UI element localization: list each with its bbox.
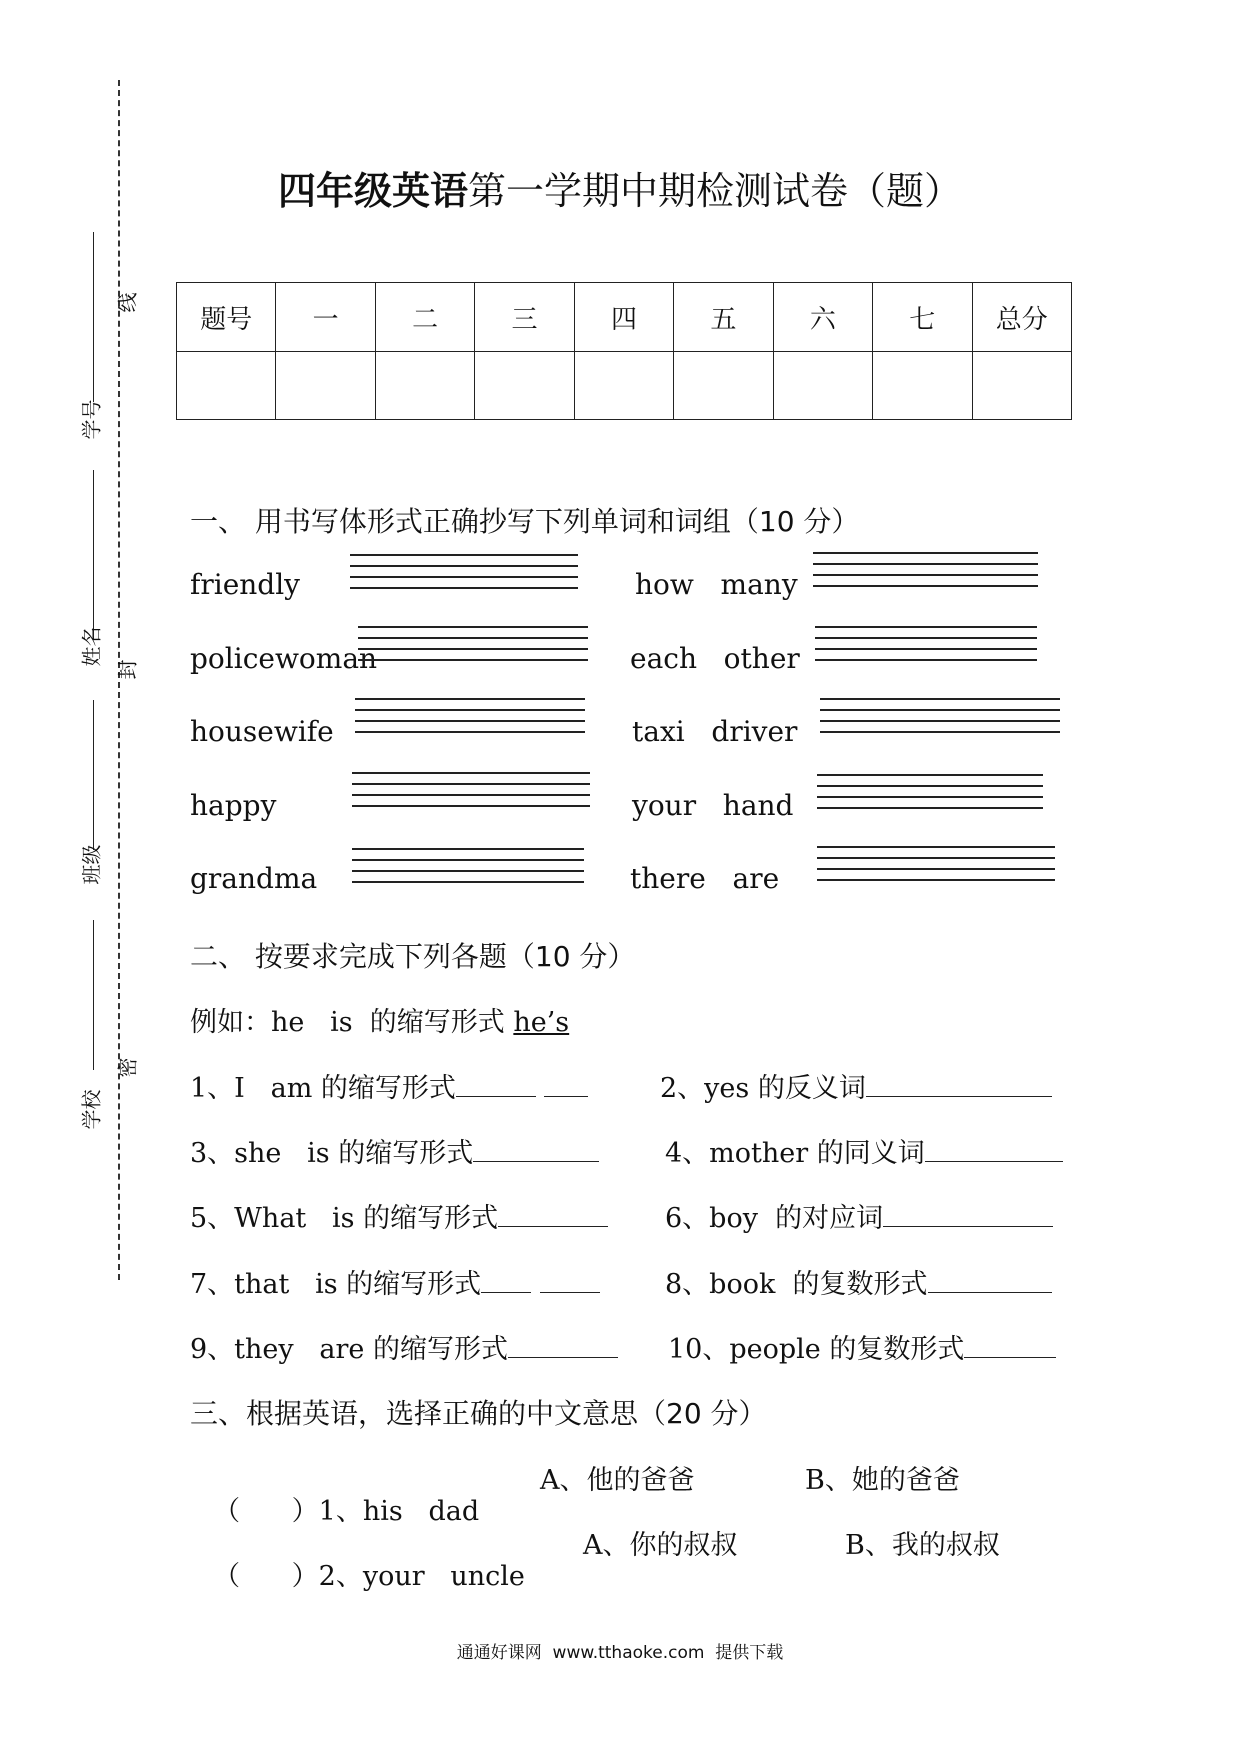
question-item [190,1262,600,1301]
copy-phrase: your hand [632,789,794,822]
question-text: 7、that is 的缩写形式 [190,1269,482,1300]
copy-phrase: how many [635,568,798,601]
seal-mark-line: 线 [115,292,140,313]
class-label: 班级 [79,844,104,885]
choice-option-a[interactable]: A、你的叔叔 [583,1530,738,1561]
question-text: 8、book 的复数形式 [665,1269,928,1300]
copy-phrase: there are [630,862,780,895]
writing-lines[interactable] [355,698,585,740]
score-cell[interactable] [773,352,872,420]
score-table-score-row [177,352,1072,420]
copy-phrase: each other [630,642,800,675]
answer-blank[interactable] [473,1137,599,1162]
writing-lines[interactable] [352,772,590,814]
score-header: 七 [873,283,972,352]
answer-blank[interactable] [866,1072,1052,1097]
score-header: 题号 [177,283,276,352]
score-cell[interactable] [574,352,673,420]
student-no-label: 学号 [79,399,104,440]
seal-mark-seal: 封 [115,659,140,680]
section2-heading: 二、 按要求完成下列各题（10 分） [190,940,636,973]
score-table-header-row [177,283,1072,352]
choice-question: 2、your uncle [318,1561,525,1592]
answer-blank[interactable] [964,1333,1056,1358]
question-item [668,1327,1056,1366]
section1-heading: 一、 用书写体形式正确抄写下列单词和词组（10 分） [190,505,860,538]
choice-option-b[interactable]: B、我的叔叔 [845,1530,1000,1561]
score-cell[interactable] [475,352,574,420]
score-cell[interactable] [873,352,972,420]
writing-lines[interactable] [352,848,584,890]
question-text: 1、I am 的缩写形式 [190,1073,456,1104]
section3-heading: 三、根据英语，选择正确的中文意思（20 分） [190,1397,767,1430]
choice-item [196,1523,525,1593]
choice-paren[interactable]: （ ） [213,1496,319,1527]
copy-phrase: taxi driver [632,715,798,748]
question-item [665,1196,1053,1235]
question-text: 10、people 的复数形式 [668,1334,965,1365]
question-item [190,1066,588,1105]
choice-option-b[interactable]: B、她的爸爸 [805,1465,960,1496]
answer-blank[interactable] [928,1268,1052,1293]
score-cell[interactable] [276,352,375,420]
answer-blank[interactable] [481,1268,531,1293]
answer-blank[interactable] [498,1202,608,1227]
writing-lines[interactable] [350,554,578,596]
name-line [93,470,94,640]
score-header: 总分 [972,283,1072,352]
copy-word: happy [190,789,277,822]
copy-word: housewife [190,715,334,748]
score-header: 五 [674,283,773,352]
choice-paren[interactable]: （ ） [213,1561,319,1592]
copy-word: policewoman [190,642,378,675]
seal-mark-secret: 密 [115,1057,140,1078]
school-line [93,920,94,1070]
score-header: 二 [375,283,474,352]
question-item [190,1131,599,1170]
question-item [665,1131,1063,1170]
question-text: 4、mother 的同义词 [665,1138,925,1169]
answer-blank[interactable] [925,1137,1063,1162]
question-text: 9、they are 的缩写形式 [190,1334,508,1365]
writing-lines[interactable] [817,774,1043,816]
writing-lines[interactable] [820,698,1060,740]
writing-lines[interactable] [813,552,1038,594]
example-line [190,1000,569,1039]
score-header: 六 [773,283,872,352]
title-bold: 四年级英语 [277,168,468,213]
question-text: 3、she is 的缩写形式 [190,1138,474,1169]
question-item [665,1262,1052,1301]
answer-blank[interactable] [456,1072,536,1097]
score-cell[interactable] [375,352,474,420]
score-cell[interactable] [972,352,1072,420]
score-cell[interactable] [177,352,276,420]
page-title [0,160,1240,215]
title-rest: 第一学期中期检测试卷（题） [468,169,963,213]
copy-word: friendly [190,568,301,601]
score-header: 三 [475,283,574,352]
answer-blank[interactable] [540,1268,600,1293]
score-table [176,282,1072,420]
score-cell[interactable] [674,352,773,420]
example-prefix: 例如：he is 的缩写形式 [190,1007,514,1038]
question-text: 2、yes 的反义词 [660,1073,866,1104]
question-text: 5、What is 的缩写形式 [190,1203,499,1234]
student-no-line [93,232,94,402]
example-answer: he’s [513,1007,570,1038]
choice-item [196,1458,479,1528]
writing-lines[interactable] [815,626,1037,668]
class-line [93,700,94,850]
choice-option-a[interactable]: A、他的爸爸 [540,1465,695,1496]
question-item [190,1327,618,1366]
choice-question: 1、his dad [318,1496,480,1527]
copy-word: grandma [190,862,318,895]
writing-lines[interactable] [817,846,1055,888]
writing-lines[interactable] [358,626,588,668]
footer-credit: 通通好课网 www.tthaoke.com 提供下载 [456,1643,784,1663]
answer-blank[interactable] [508,1333,618,1358]
answer-blank[interactable] [544,1072,588,1097]
score-header: 四 [574,283,673,352]
question-item [190,1196,608,1235]
question-item [660,1066,1052,1105]
question-text: 6、boy 的对应词 [665,1203,884,1234]
binding-dashed-line [118,80,120,1280]
school-label: 学校 [79,1089,104,1130]
name-label: 姓名 [79,626,104,667]
answer-blank[interactable] [883,1202,1053,1227]
score-header: 一 [276,283,375,352]
